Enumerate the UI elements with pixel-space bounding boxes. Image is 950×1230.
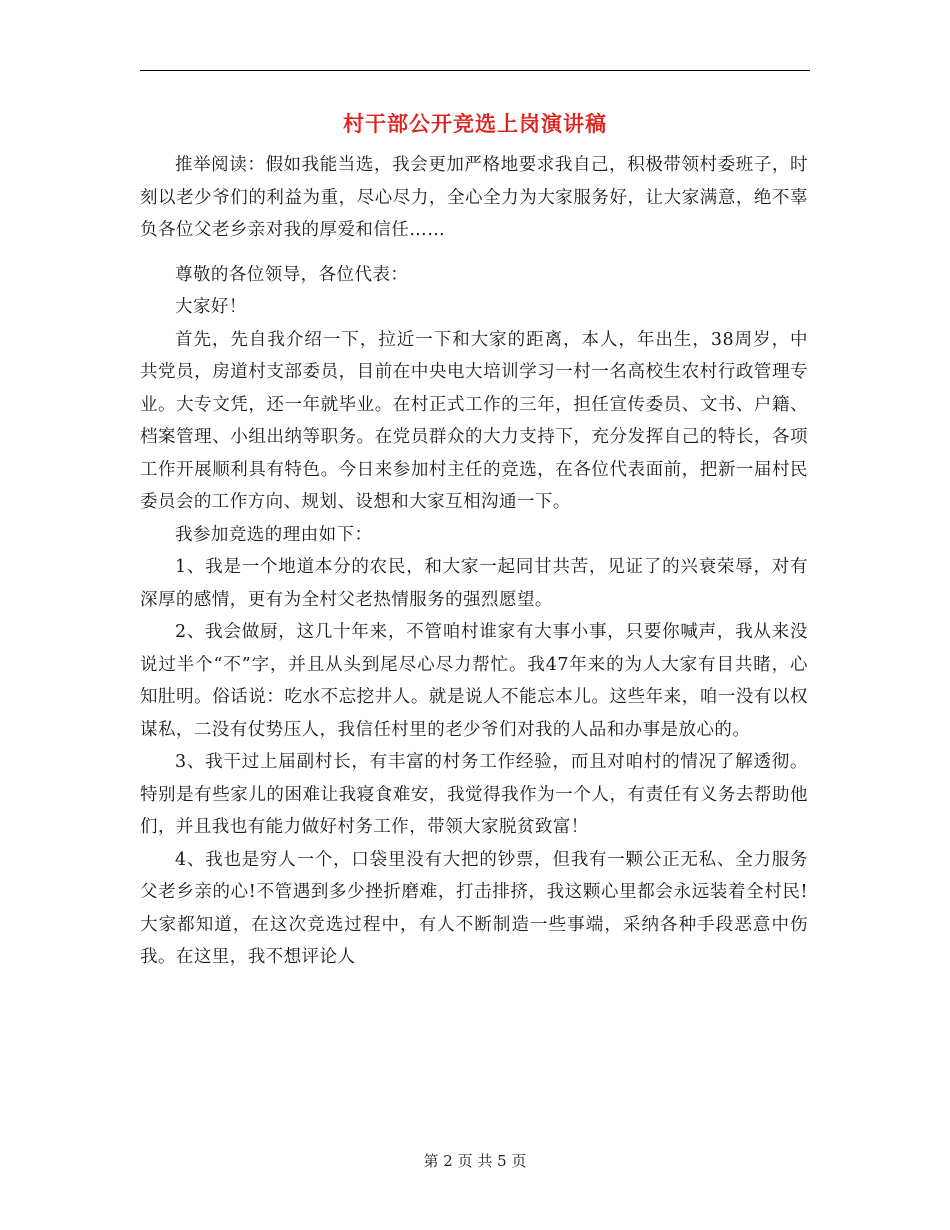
self-introduction-paragraph: 首先，先自我介绍一下，拉近一下和大家的距离，本人，年出生，38周岁，中共党员，房道村支部委员，目前在中央电大培训学习一村一名高校生农村行政管理专业。大专文凭，还一年就毕业。在村正式工作的三年，担任宣传委员、文书、户籍、档案管理、小组出纳等职务。在党员群众的大力支持下，充分发挥自己的特长，各项工作开展顺利具有特色。今日来参加村主任的竞选，在各位代表面前，把新一届村民委员会的工作方向、规划、设想和大家互相沟通一下。 <box>140 329 808 512</box>
reason-3-paragraph: 3、我干过上届副村长，有丰富的村务工作经验，而且对咱村的情况了解透彻。特别是有些家儿的困难让我寝食难安，我觉得我作为一个人，有责任有义务去帮助他们，并且我也有能力做好村务工作，带领大家脱贫致富！ <box>140 752 808 837</box>
page-number: 第 2 页 共 5 页 <box>423 1152 527 1170</box>
document-title: 村干部公开竞选上岗演讲稿 <box>343 111 607 136</box>
intro-paragraph: 推举阅读：假如我能当选，我会更加严格地要求我自己，积极带领村委班子，时刻以老少爷们的利益为重，尽心尽力，全心全力为大家服务好，让大家满意，绝不辜负各位父老乡亲对我的厚爱和信任…… <box>140 155 808 240</box>
reason-4-paragraph: 4、我也是穷人一个，口袋里没有大把的钞票，但我有一颗公正无私、全力服务父老乡亲的心!不管遇到多少挫折磨难，打击排挤，我这颗心里都会永远装着全村民!大家都知道，在这次竞选过程中，有人不断制造一些事端，采纳各种手段恶意中伤我。在这里，我不想评论人 <box>140 849 808 967</box>
reasons-heading-paragraph: 我参加竞选的理由如下： <box>175 524 373 545</box>
header-rule <box>140 70 810 71</box>
greeting-paragraph: 大家好！ <box>175 297 247 317</box>
reason-1-paragraph: 1、我是一个地道本分的农民，和大家一起同甘共苦，见证了的兴衰荣辱，对有深厚的感情，更有为全村父老热情服务的强烈愿望。 <box>140 557 808 610</box>
document-body <box>140 149 808 974</box>
reason-2-paragraph: 2、我会做厨，这几十年来，不管咱村谁家有大事小事，只要你喊声，我从来没说过半个“不”字，并且从头到尾尽心尽力帮忙。我47年来的为人大家有目共睹，心知肚明。俗话说：吃水不忘挖井人。就是说人不能忘本儿。这些年来，咱一没有以权谋私，二没有仗势压人，我信任村里的老少爷们对我的人品和办事是放心的。 <box>140 622 808 740</box>
salutation-paragraph: 尊敬的各位领导，各位代表： <box>175 264 409 285</box>
